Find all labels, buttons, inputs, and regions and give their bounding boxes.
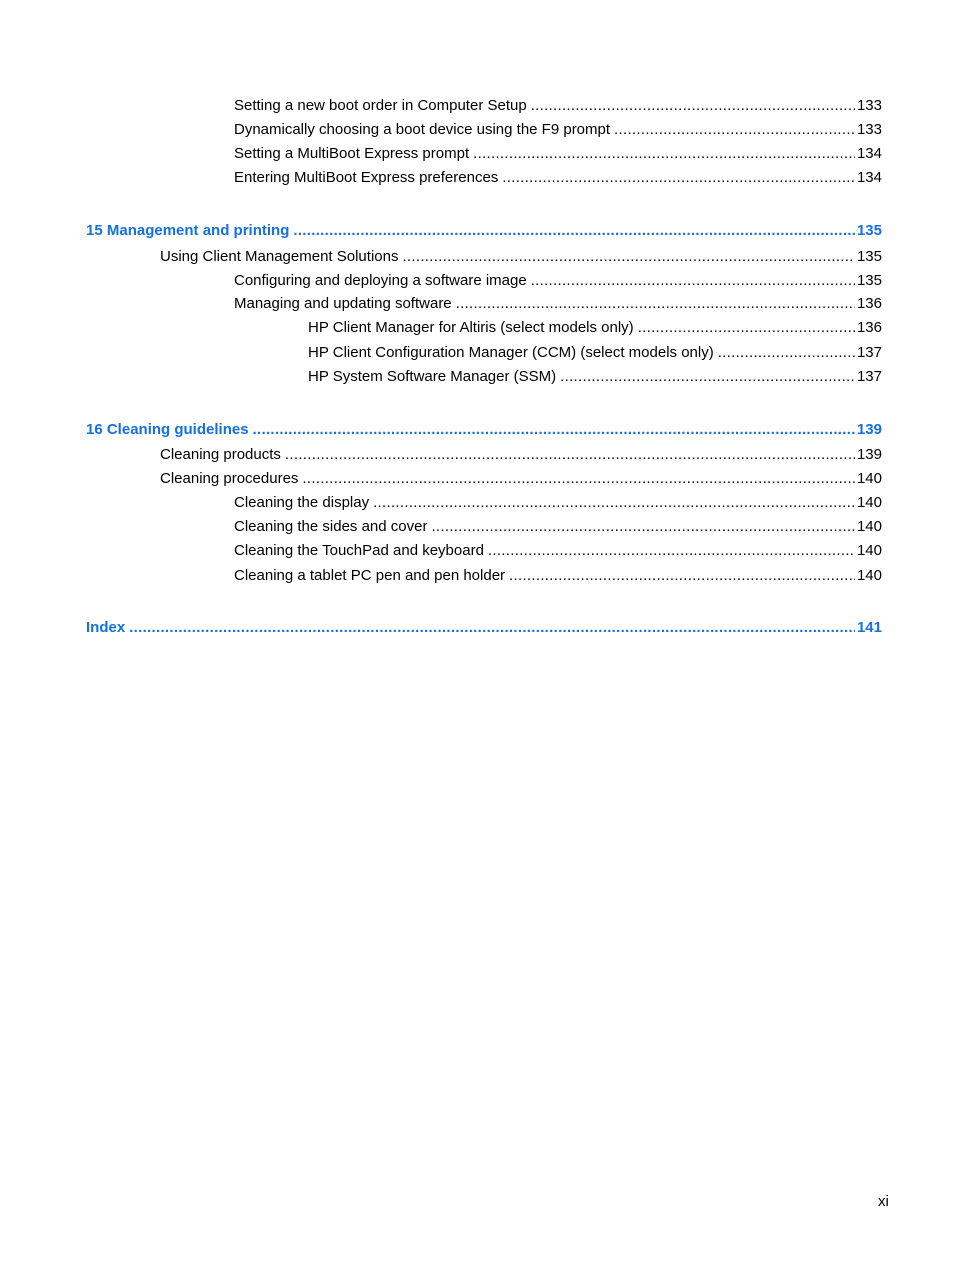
dot-leader [509,566,855,586]
toc-chapter-link[interactable] [86,618,882,638]
toc-entry-title: HP System Software Manager (SSM) [308,368,557,385]
dot-leader [402,247,855,267]
dot-leader [502,168,855,188]
dot-leader [488,541,855,561]
toc-entry-page: 140 [856,494,882,511]
toc-entry-title: Cleaning the sides and cover [234,518,428,535]
dot-leader [531,271,855,291]
toc-entry-title: HP Client Manager for Altiris (select models only) [308,319,634,336]
toc-chapter-page: 139 [856,421,882,438]
toc-entry[interactable] [234,294,882,314]
toc-entry-title: Cleaning procedures [160,470,299,487]
toc-entry[interactable] [234,271,882,291]
dot-leader [473,144,855,164]
toc-entry-page: 135 [856,272,882,289]
dot-leader [253,420,855,440]
toc-entry-title: Cleaning a tablet PC pen and pen holder [234,567,506,584]
toc-chapter-page: 135 [856,222,882,239]
toc-entry-page: 140 [856,567,882,584]
toc-entry-title: Configuring and deploying a software image [234,272,527,289]
dot-leader [302,469,855,489]
dot-leader [129,618,855,638]
toc-entry-title: Entering MultiBoot Express preferences [234,169,499,186]
dot-leader [638,318,855,338]
toc-chapter-title: Index [86,619,126,636]
toc-entry-page: 133 [856,97,882,114]
dot-leader [531,96,855,116]
toc-entry[interactable] [234,96,882,116]
toc-entry-title: Using Client Management Solutions [160,248,399,265]
toc-entry-page: 135 [856,248,882,265]
toc-entry-page: 140 [856,542,882,559]
toc-entry-title: Cleaning the display [234,494,370,511]
dot-leader [560,367,855,387]
toc-entry-page: 137 [856,368,882,385]
toc-entry-title: Cleaning the TouchPad and keyboard [234,542,484,559]
toc-entry-title: Setting a new boot order in Computer Setup [234,97,527,114]
toc-entry[interactable] [308,343,882,363]
dot-leader [718,343,855,363]
dot-leader [614,120,855,140]
toc-entry-page: 140 [856,470,882,487]
dot-leader [431,517,855,537]
toc-entry[interactable] [234,541,882,561]
toc-entry[interactable] [234,493,882,513]
toc-chapter-link[interactable] [86,420,882,440]
toc-chapter-link[interactable] [86,221,882,241]
dot-leader [373,493,855,513]
toc-entry[interactable] [234,144,882,164]
dot-leader [456,294,855,314]
toc-chapter-page: 141 [856,619,882,636]
toc-entry[interactable] [308,367,882,387]
toc-entry[interactable] [234,120,882,140]
toc-entry[interactable] [160,469,882,489]
toc-chapter-title: 15 Management and printing [86,222,290,239]
toc-entry-page: 136 [856,319,882,336]
toc-entry[interactable] [308,318,882,338]
toc-entry[interactable] [234,168,882,188]
toc-entry-page: 136 [856,295,882,312]
toc-entry-page: 134 [856,169,882,186]
toc-entry[interactable] [234,517,882,537]
toc-entry-title: Cleaning products [160,446,281,463]
page-number: xi [878,1193,889,1210]
toc-entry-title: Dynamically choosing a boot device using the F9 prompt [234,121,611,138]
toc-entry-page: 133 [856,121,882,138]
toc-entry-page: 134 [856,145,882,162]
toc-chapter-title: 16 Cleaning guidelines [86,421,249,438]
toc-entry-page: 137 [856,344,882,361]
toc-entry[interactable] [234,566,882,586]
toc-entry-title: Managing and updating software [234,295,452,312]
dot-leader [293,221,855,241]
toc-entry-title: HP Client Configuration Manager (CCM) (select models only) [308,344,714,361]
toc-entry-page: 140 [856,518,882,535]
toc-entry-title: Setting a MultiBoot Express prompt [234,145,470,162]
toc-entry-page: 139 [856,446,882,463]
toc-entry[interactable] [160,445,882,465]
toc-entry[interactable] [160,247,882,267]
dot-leader [285,445,855,465]
